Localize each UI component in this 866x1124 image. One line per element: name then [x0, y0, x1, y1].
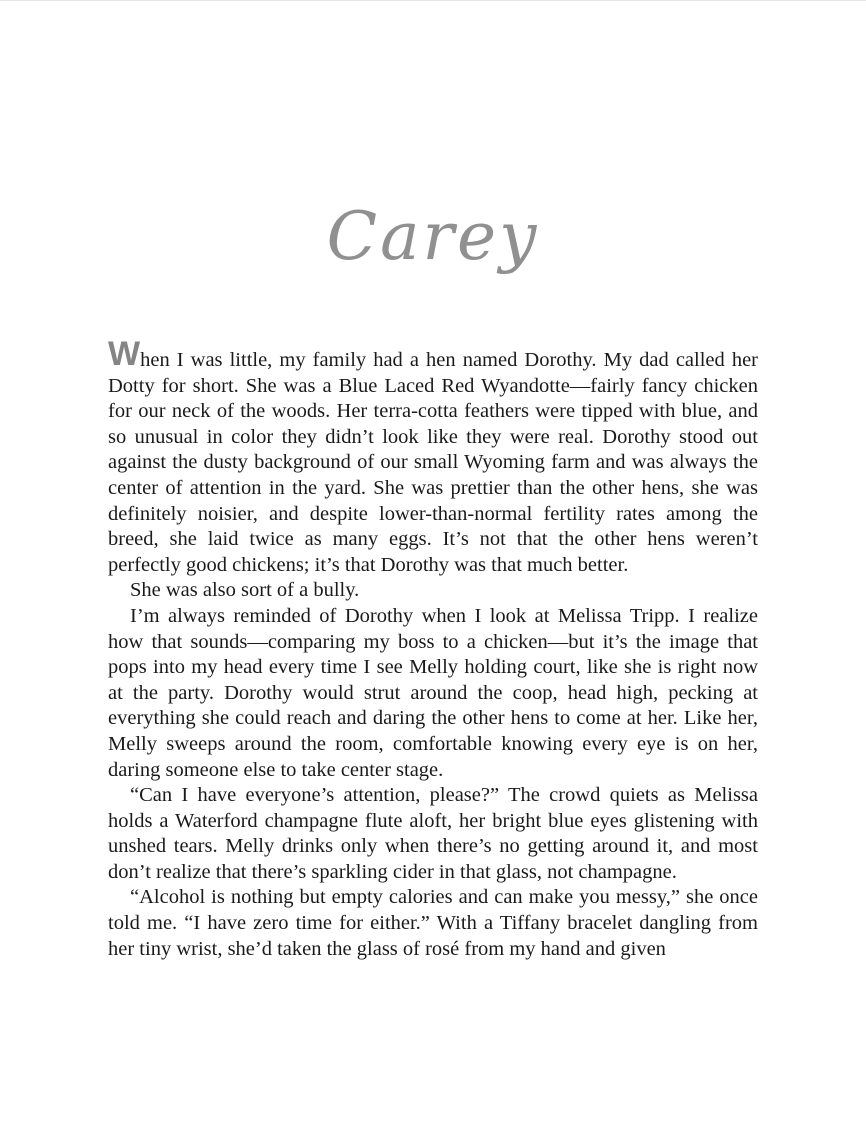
drop-cap: W	[108, 335, 141, 373]
chapter-title: Carey	[326, 198, 540, 275]
paragraph-2: She was also sort of a bully.	[130, 579, 360, 602]
paragraph-1	[108, 335, 758, 578]
paragraph-1-text: hen I was little, my family had a hen named Dorothy. My dad called her Dotty for short. She was a Blue Laced Red Wyandotte—fairly fancy chicken for our neck of the woods. Her terra-cotta feathers were tipped with blue, and so unusual in color they didn’t look like they were real. Dorothy stood out against the dusty background of our small Wyoming farm and was always the center of attention in the yard. She was prettier than the other hens, she was definitely noisier, and despite lower-than-normal fertility rates among the breed, she laid twice as many eggs. It’s not that the other hens weren’t perfectly good chickens; it’s that Dorothy was that much better.	[108, 349, 758, 576]
paragraph-5: “Alcohol is nothing but empty calories and can make you messy,” she once told me. “I have zero time for either.” With a Tiffany bracelet dangling from her tiny wrist, she’d taken the glass of rosé from my hand and given	[108, 886, 758, 960]
body-text	[108, 335, 758, 962]
top-border	[0, 0, 866, 1]
paragraph-3: I’m always reminded of Dorothy when I look at Melissa Tripp. I realize how that sounds—comparing my boss to a chicken—but it’s the image that pops into my head every time I see Melly holding court, like she is right now at the party. Dorothy would strut around the coop, head high, pecking at everything she could reach and daring the other hens to come at her. Like her, Melly sweeps around the room, comfortable knowing every eye is on her, daring someone else to take center stage.	[108, 604, 758, 781]
paragraph-4: “Can I have everyone’s attention, please?” The crowd quiets as Melissa holds a Waterford champagne flute aloft, her bright blue eyes glistening with unshed tears. Melly drinks only when there’s no getting around it, and most don’t realize that there’s sparkling cider in that glass, not champagne.	[108, 784, 758, 883]
